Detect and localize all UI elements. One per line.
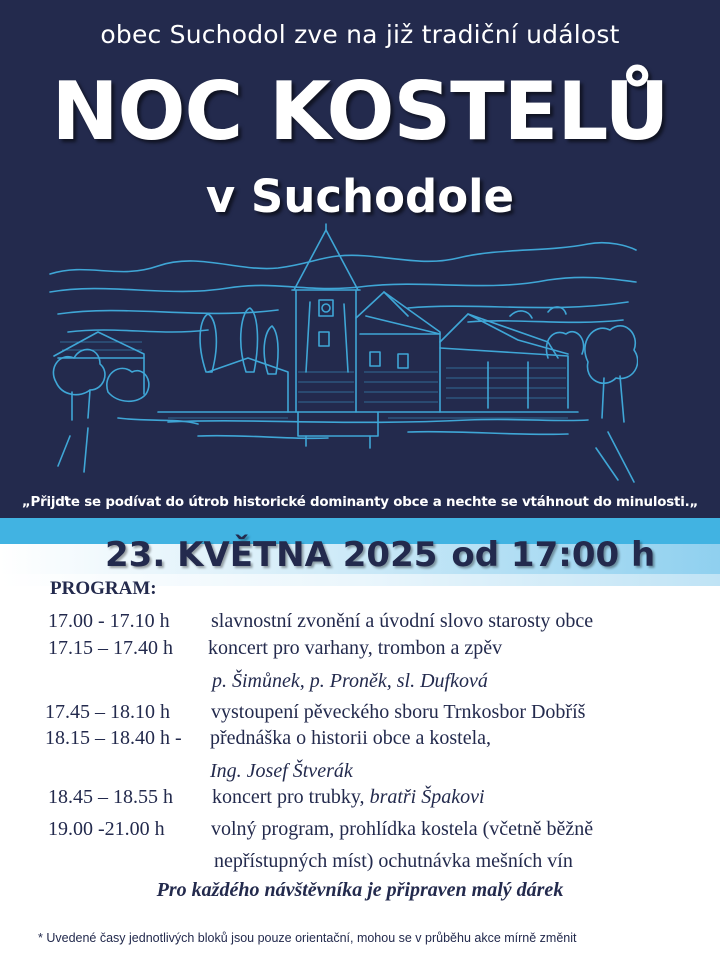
program-time: 17.15 – 17.40 h xyxy=(48,637,173,659)
program-time: 18.15 – 18.40 h - xyxy=(45,727,182,749)
program-text: koncert pro varhany, trombon a zpěv xyxy=(208,637,503,659)
invite-line: obec Suchodol zve na již tradiční událost xyxy=(100,20,620,49)
event-time: od 17:00 h xyxy=(451,535,656,575)
program-text-continued: nepřístupných míst) ochutnávka mešních vín xyxy=(214,850,573,872)
program-time: 17.45 – 18.10 h xyxy=(45,701,170,723)
program-time: 17.00 - 17.10 h xyxy=(48,610,170,632)
event-date-line xyxy=(105,535,655,575)
footnote: * Uvedené časy jednotlivých bloků jsou pouze orientační, mohou se v průběhu akce mírně změnit xyxy=(38,931,577,945)
program-time: 19.00 -21.00 h xyxy=(48,818,165,840)
program-performers: p. Šimůnek, p. Proněk, sl. Dufková xyxy=(212,670,488,692)
program-text-line xyxy=(212,786,485,809)
event-title: NOC KOSTELŮ xyxy=(51,65,669,158)
event-date: 23. KVĚTNA 2025 xyxy=(105,535,438,575)
program-time: 18.45 – 18.55 h xyxy=(48,786,173,808)
program-text: slavnostní zvonění a úvodní slovo starosty obce xyxy=(211,610,594,632)
program-performers: Ing. Josef Štverák xyxy=(210,760,353,782)
church-sketch-illustration xyxy=(48,222,638,484)
invitation-quote: „Přijďte se podívat do útrob historické dominanty obce a nechte se vtáhnout do minulosti.„ xyxy=(21,495,699,510)
program-text: vystoupení pěveckého sboru Trnkosbor Dobříš xyxy=(211,701,586,723)
program-text: přednáška o historii obce a kostela, xyxy=(210,727,492,749)
program-text: koncert pro trubky, xyxy=(212,786,370,808)
program-performers: bratři Špakovi xyxy=(369,786,485,808)
event-subtitle: v Suchodole xyxy=(205,170,515,223)
gift-note: Pro každého návštěvníka je připraven malý dárek xyxy=(156,879,564,901)
program-heading: PROGRAM: xyxy=(50,578,157,599)
program-text: volný program, prohlídka kostela (včetně běžně xyxy=(211,818,594,840)
